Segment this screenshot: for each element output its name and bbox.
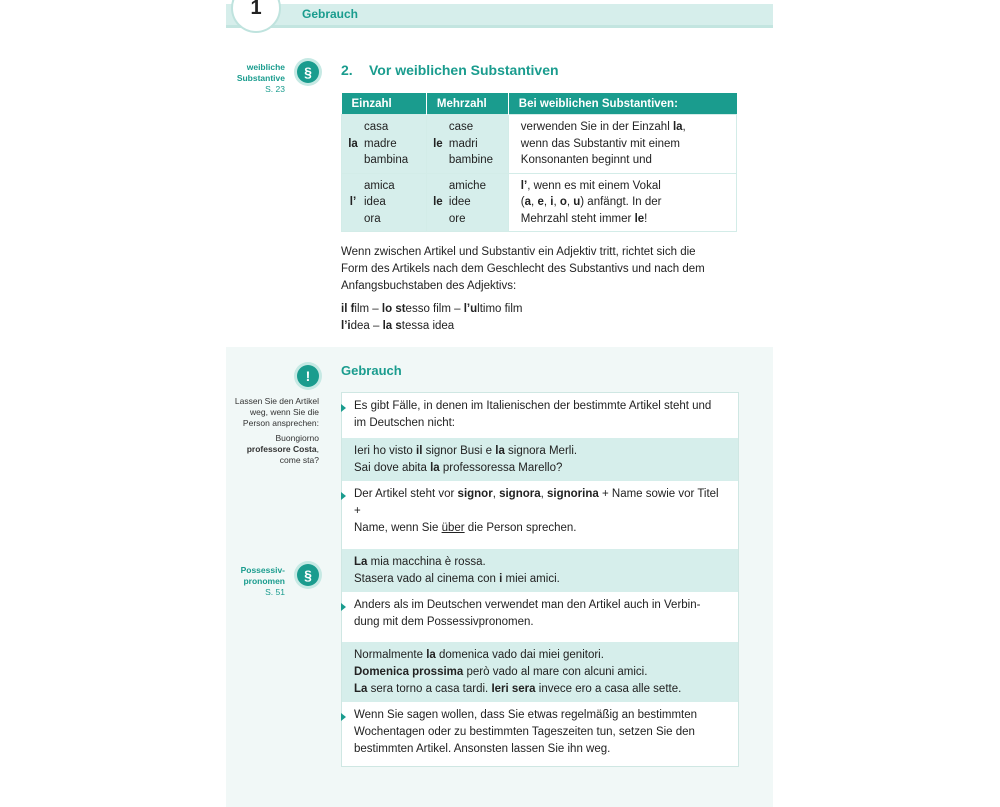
table-row: [342, 115, 737, 174]
margin-note-feminine[interactable]: weibliche Substantive S. 23: [236, 62, 285, 94]
chapter-divider: [226, 27, 773, 28]
table-row: [342, 173, 737, 232]
plural-cell: le amiche idee ore: [426, 173, 508, 232]
column-header: Einzahl: [342, 93, 427, 115]
example-block: Normalmente la domenica vado dai miei genitori. Domenica prossima però vado al mare con alcuni amici. La sera torno a casa tardi. Ieri sera invece ero a casa alle sette.: [342, 642, 738, 702]
side-note-address: Lassen Sie den Artikel weg, wenn Sie die Person ansprechen: Buongiorno professore Costa, come sta?: [234, 396, 319, 465]
example-block: La mia macchina è rossa. Stasera vado al cinema con i miei amici.: [342, 549, 738, 592]
example-block: Ieri ho visto il signor Busi e la signora Merli. Sai dove abita la professoressa Marello?: [342, 438, 738, 481]
rule-item: Wenn Sie sagen wollen, dass Sie etwas regelmäßig an bestimmten Wochentagen oder zu bestimmten Tageszeiten tun, setzen Sie den bestimmten Artikel. Ansonsten lassen Sie ihn weg.: [342, 702, 738, 766]
chapter-title: Gebrauch: [302, 7, 359, 21]
rule-item: Anders als im Deutschen verwendet man den Artikel auch in Verbin- dung mit dem Possessivpronomen.: [342, 592, 738, 642]
rule-item: Es gibt Fälle, in denen im Italienischen der bestimmte Artikel steht und im Deutschen nicht:: [342, 393, 738, 438]
rule-item: Der Artikel steht vor signor, signora, signorina + Name sowie vor Titel + Name, wenn Sie über die Person sprechen.: [342, 481, 738, 549]
chapter-number: 1: [231, 0, 281, 33]
column-header: Bei weiblichen Substantiven:: [508, 93, 736, 115]
description-cell: verwenden Sie in der Einzahl la, wenn das Substantiv mit einem Konsonanten beginnt und: [508, 115, 736, 174]
adjective-examples: il film – lo stesso film – l’ultimo film l’idea – la stessa idea: [341, 303, 523, 332]
description-cell: l’, wenn es mit einem Vokal (a, e, i, o, u) anfängt. In der Mehrzahl steht immer le!: [508, 173, 736, 232]
usage-heading: Gebrauch: [341, 363, 402, 378]
paragraph-icon: §: [297, 564, 319, 586]
column-header: Mehrzahl: [426, 93, 508, 115]
explanation-paragraph: Wenn zwischen Artikel und Substantiv ein Adjektiv tritt, richtet sich die Form des Artikels nach dem Geschlecht des Substantivs und nach dem Anfangsbuchstaben des Adjektivs:: [341, 246, 705, 292]
plural-cell: le case madri bambine: [426, 115, 508, 174]
usage-rules-box: [341, 392, 739, 767]
singular-cell: la casa madre bambina: [342, 115, 427, 174]
table-header-row: [342, 93, 737, 115]
margin-note-possessive[interactable]: Possessiv- pronomen S. 51: [240, 565, 285, 597]
section-heading: 2. Vor weiblichen Substantiven: [341, 62, 559, 78]
grammar-table: [341, 93, 737, 232]
singular-cell: l’ amica idea ora: [342, 173, 427, 232]
paragraph-icon: §: [297, 61, 319, 83]
exclamation-icon: !: [297, 365, 319, 387]
